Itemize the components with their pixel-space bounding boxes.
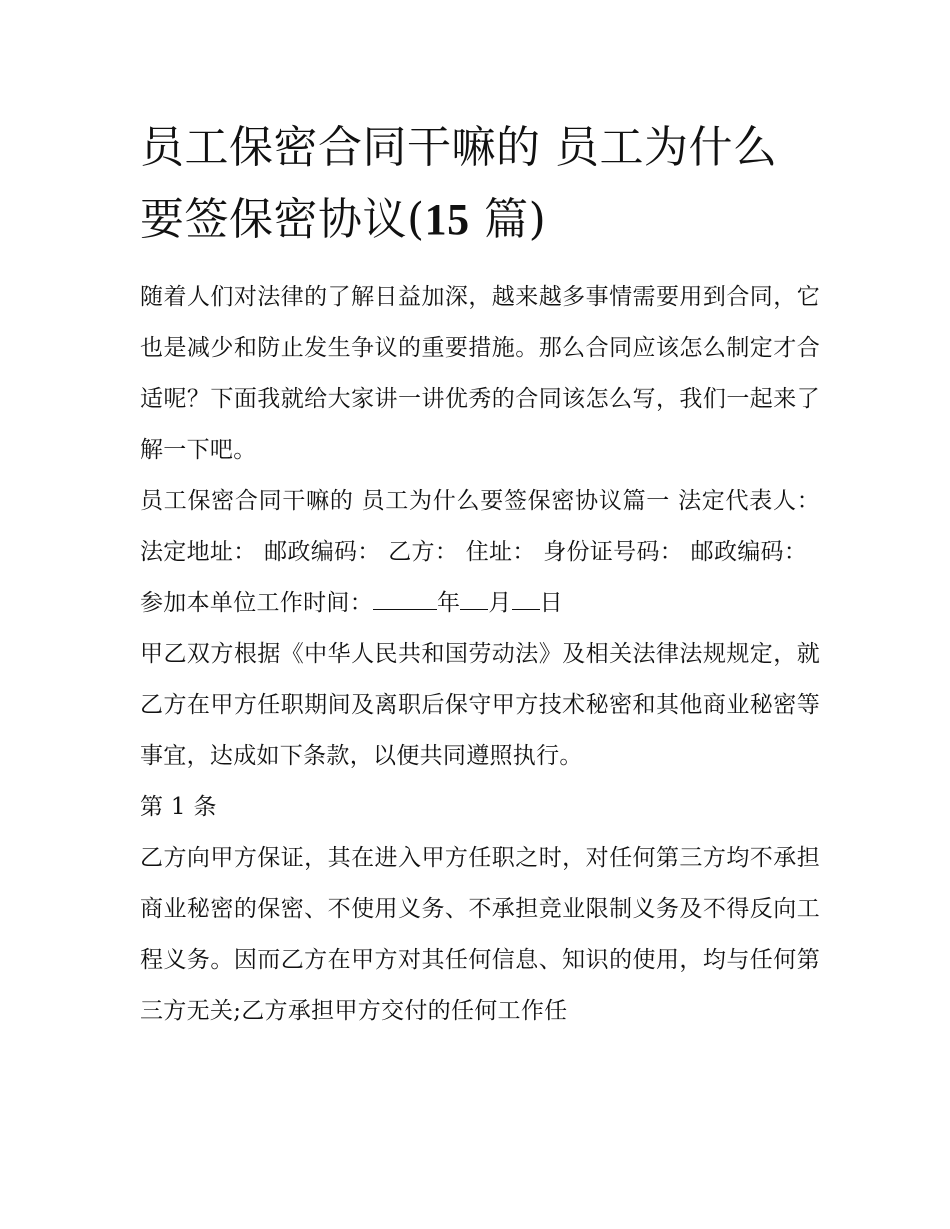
work-time-line [140, 578, 820, 629]
title-text-part1: 员工保密合同干嘛的 员工为什么要签保密协议( [140, 122, 778, 245]
agreement-basis-paragraph: 甲乙双方根据《中华人民共和国劳动法》及相关法律法规规定，就乙方在甲方任职期间及离职后保守甲方技术秘密和其他商业秘密等事宜，达成如下条款，以便共同遵照执行。 [140, 641, 820, 769]
month-label: 月 [488, 590, 512, 616]
day-blank [512, 589, 540, 610]
title-count: 15 [424, 195, 470, 244]
intro-paragraph: 随着人们对法律的了解日益加深，越来越多事情需要用到合同，它也是减少和防止发生争议的重要措施。那么合同应该怎么制定才合适呢？下面我就给大家讲一讲优秀的合同该怎么写，我们一起来了解一下吧。 [140, 284, 820, 463]
year-label: 年 [437, 590, 461, 616]
article1-heading: 第 1 条 [140, 794, 217, 820]
work-time-label: 参加本单位工作时间： [140, 590, 373, 616]
day-label: 日 [539, 590, 563, 616]
article1-body: 乙方向甲方保证，其在进入甲方任职之时，对任何第三方均不承担商业秘密的保密、不使用义务、不承担竞业限制义务及不得反向工程义务。因而乙方在甲方对其任何信息、知识的使用，均与任何第三方无关;乙方承担甲方交付的任何工作任 [140, 845, 820, 1024]
document-title [140, 112, 820, 256]
title-text-part2: 篇) [469, 194, 547, 245]
document-body [140, 112, 820, 1037]
month-blank [460, 589, 488, 610]
section1-heading-paragraph: 员工保密合同干嘛的 员工为什么要签保密协议篇一 法定代表人： 法定地址： 邮政编码： 乙方： 住址： 身份证号码： 邮政编码： [140, 488, 820, 565]
year-blank [373, 589, 437, 610]
